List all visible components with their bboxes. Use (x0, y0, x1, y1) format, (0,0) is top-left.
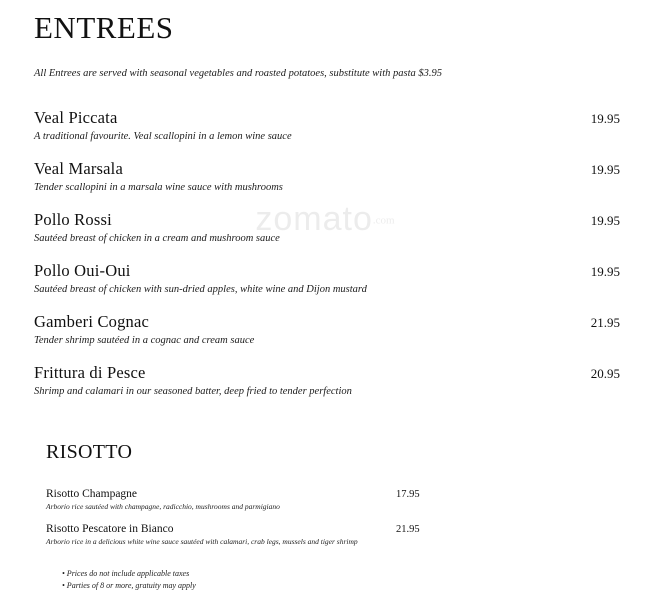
menu-item-header (34, 312, 622, 332)
menu-item-header (34, 108, 622, 128)
section-note: All Entrees are served with seasonal vegetables and roasted potatoes, substitute with pasta $3.95 (34, 68, 443, 79)
risotto-title: RISOTTO (46, 441, 133, 463)
risotto-item-name: Risotto Pescatore in Bianco (46, 523, 174, 535)
risotto-item (46, 511, 622, 546)
menu-item-name: Frittura di Pesce (34, 363, 146, 382)
risotto-list (44, 476, 622, 546)
menu-item-header (34, 261, 622, 281)
menu-item-header (34, 363, 622, 383)
watermark-text: zomato (255, 200, 373, 238)
menu-item (34, 193, 622, 244)
menu-item-header (34, 210, 622, 230)
risotto-item-price: 21.95 (396, 524, 420, 535)
menu-item (34, 244, 622, 295)
risotto-item-header (46, 523, 622, 535)
menu-item-header (34, 159, 622, 179)
menu-item (34, 295, 622, 346)
watermark-superscript: .com (372, 214, 395, 227)
menu-item-description: Shrimp and calamari in our seasoned batter, deep fried to tender perfection (34, 386, 352, 397)
risotto-item-description: Arborio rice in a delicious white wine sauce sautéed with calamari, crab legs, mussels and tiger shrimp (46, 537, 358, 546)
risotto-item-description: Arborio rice sautéed with champagne, radicchio, mushrooms and parmigiano (46, 502, 280, 511)
entrees-list (28, 91, 622, 397)
menu-item (34, 142, 622, 193)
risotto-item (46, 476, 622, 511)
menu-item-price: 21.95 (590, 315, 620, 330)
menu-item-description: A traditional favourite. Veal scallopini in a lemon wine sauce (34, 131, 292, 142)
menu-item-price: 20.95 (590, 366, 620, 381)
menu-item-name: Veal Piccata (34, 108, 118, 127)
menu-item-description: Sautéed breast of chicken in a cream and mushroom sauce (34, 233, 280, 244)
footnote-line: • Parties of 8 or more, gratuity may apply (62, 581, 196, 590)
footnote-line: • Prices do not include applicable taxes (62, 569, 190, 578)
menu-item-price: 19.95 (590, 213, 620, 228)
menu-item-price: 19.95 (590, 264, 620, 279)
menu-item-description: Sautéed breast of chicken with sun-dried apples, white wine and Dijon mustard (34, 284, 367, 295)
risotto-item-name: Risotto Champagne (46, 488, 138, 500)
page-title: ENTREES (34, 10, 174, 45)
menu-item (34, 346, 622, 397)
menu-item-name: Gamberi Cognac (34, 312, 150, 331)
risotto-item-header (46, 488, 622, 500)
menu-item-price: 19.95 (590, 111, 620, 126)
menu-item-name: Pollo Rossi (34, 210, 112, 229)
menu-item-name: Pollo Oui-Oui (34, 261, 131, 280)
menu-item-name: Veal Marsala (34, 159, 123, 178)
risotto-item-price: 17.95 (396, 489, 420, 500)
menu-item (34, 91, 622, 142)
menu-item-description: Tender scallopini in a marsala wine sauce with mushrooms (34, 182, 283, 193)
footnotes (62, 568, 622, 592)
menu-page (0, 4, 650, 590)
menu-item-price: 19.95 (590, 162, 620, 177)
risotto-section (28, 441, 622, 592)
menu-item-description: Tender shrimp sautéed in a cognac and cream sauce (34, 335, 255, 346)
